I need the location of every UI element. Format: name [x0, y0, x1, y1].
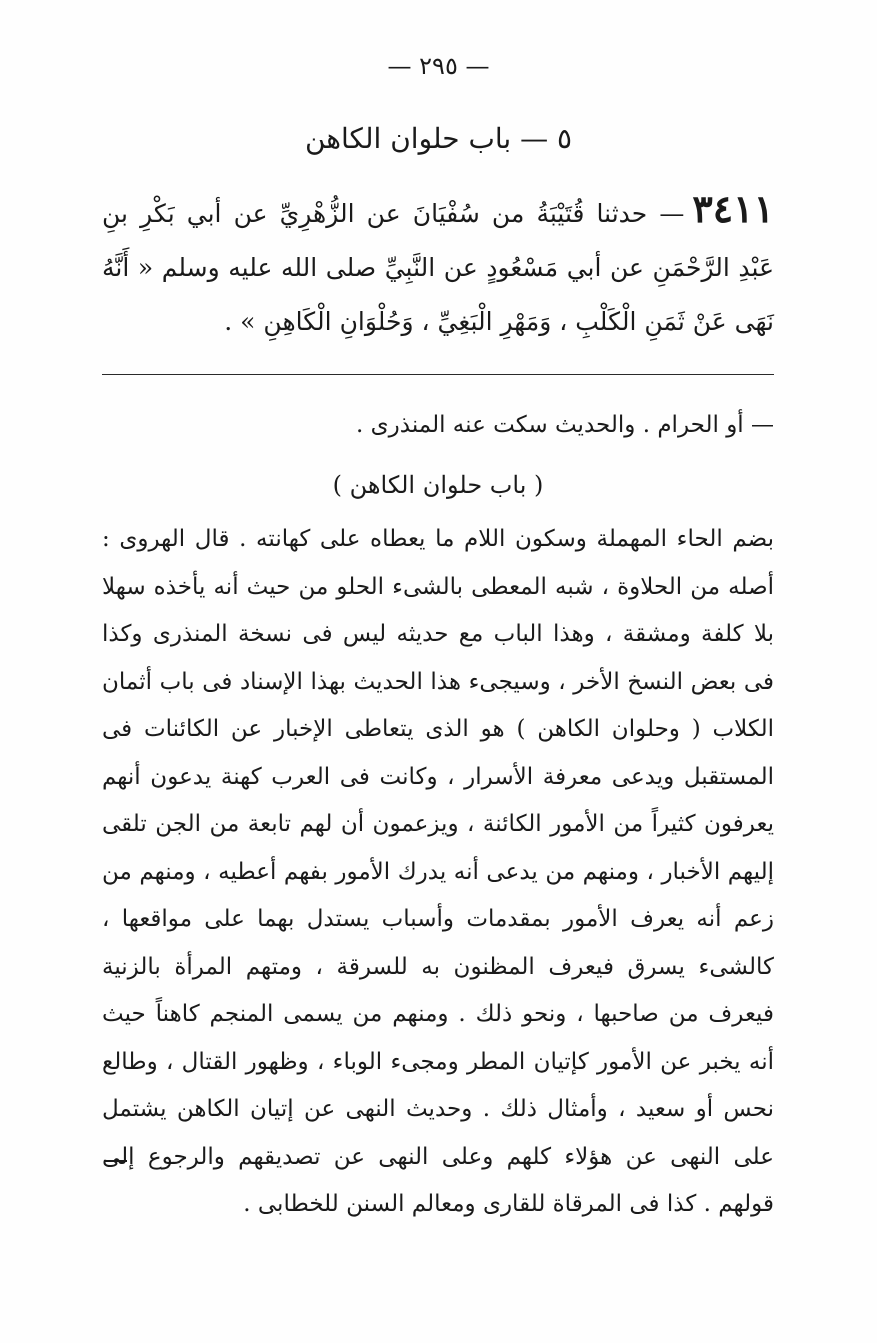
page-number: — ٢٩٥ — — [387, 52, 490, 80]
footnote-divider — [102, 374, 774, 375]
continuation-dash — [105, 1160, 127, 1162]
commentary-heading: ( باب حلوان الكاهن ) — [332, 471, 544, 499]
hadith-number: ٣٤١١ — [692, 186, 774, 231]
hadith-text: — حدثنا قُتَيْبَةُ من سُفْيَانَ عن الزُّهْرِيِّ عن أبي بَكْرِ بنِ عَبْدِ الرَّحْمَنِ عن أبي مَسْعُودٍ عن النَّبِيِّ صلى الله عليه وسلم « أَنَّهُ نَهَى عَنْ ثَمَنِ الْكَلْبِ ، وَمَهْرِ الْبَغِيِّ ، وَحُلْوَانِ الْكَاهِنِ » . — [102, 199, 774, 336]
chapter-title: ٥ — باب حلوان الكاهن — [304, 122, 573, 155]
hadith-block — [102, 182, 774, 349]
commentary-block — [102, 400, 774, 1229]
commentary-body: بضم الحاء المهملة وسكون اللام ما يعطاه على كهانته . قال الهروى : أصله من الحلاوة ، شبه المعطى بالشىء الحلو من حيث أنه يأخذه سهلا بلا كلفة ومشقة ، وهذا الباب مع حديثه ليس فى نسخة المنذرى وكذا فى بعض النسخ الأخر ، وسيجىء هذا الحديث بهذا الإسناد فى باب أثمان الكلاب ( وحلوان الكاهن ) هو الذى يتعاطى الإخبار عن الكائنات فى المستقبل ويدعى معرفة الأسرار ، وكانت فى العرب كهنة يدعون أنهم يعرفون كثيراً من الأمور الكائنة ، ويزعمون أن لهم تابعة من الجن تلقى إليهم الأخبار ، ومنهم من يدعى أنه يدرك الأمور بفهم أعطيه ، ومنهم من زعم أنه يعرف الأمور بمقدمات وأسباب يستدل بهما على مواقعها ، كالشىء يسرق فيعرف المظنون به للسرقة ، ومتهم المرأة بالزنية فيعرف من صاحبها ، ونحو ذلك . ومنهم من يسمى المنجم كاهناً حيث أنه يخبر عن الأمور كإتيان المطر ومجىء الوباء ، وظهور القتال ، وطالع نحس أو سعيد ، وأمثال ذلك . وحديث النهى عن إتيان الكاهن يشتمل على النهى عن هؤلاء كلهم وعلى النهى عن تصديقهم والرجوع إلى قولهم . كذا فى المرقاة للقارى ومعالم السنن للخطابى . — [102, 526, 774, 1217]
commentary-intro: — أو الحرام . والحديث سكت عنه المنذرى . — [356, 412, 774, 438]
